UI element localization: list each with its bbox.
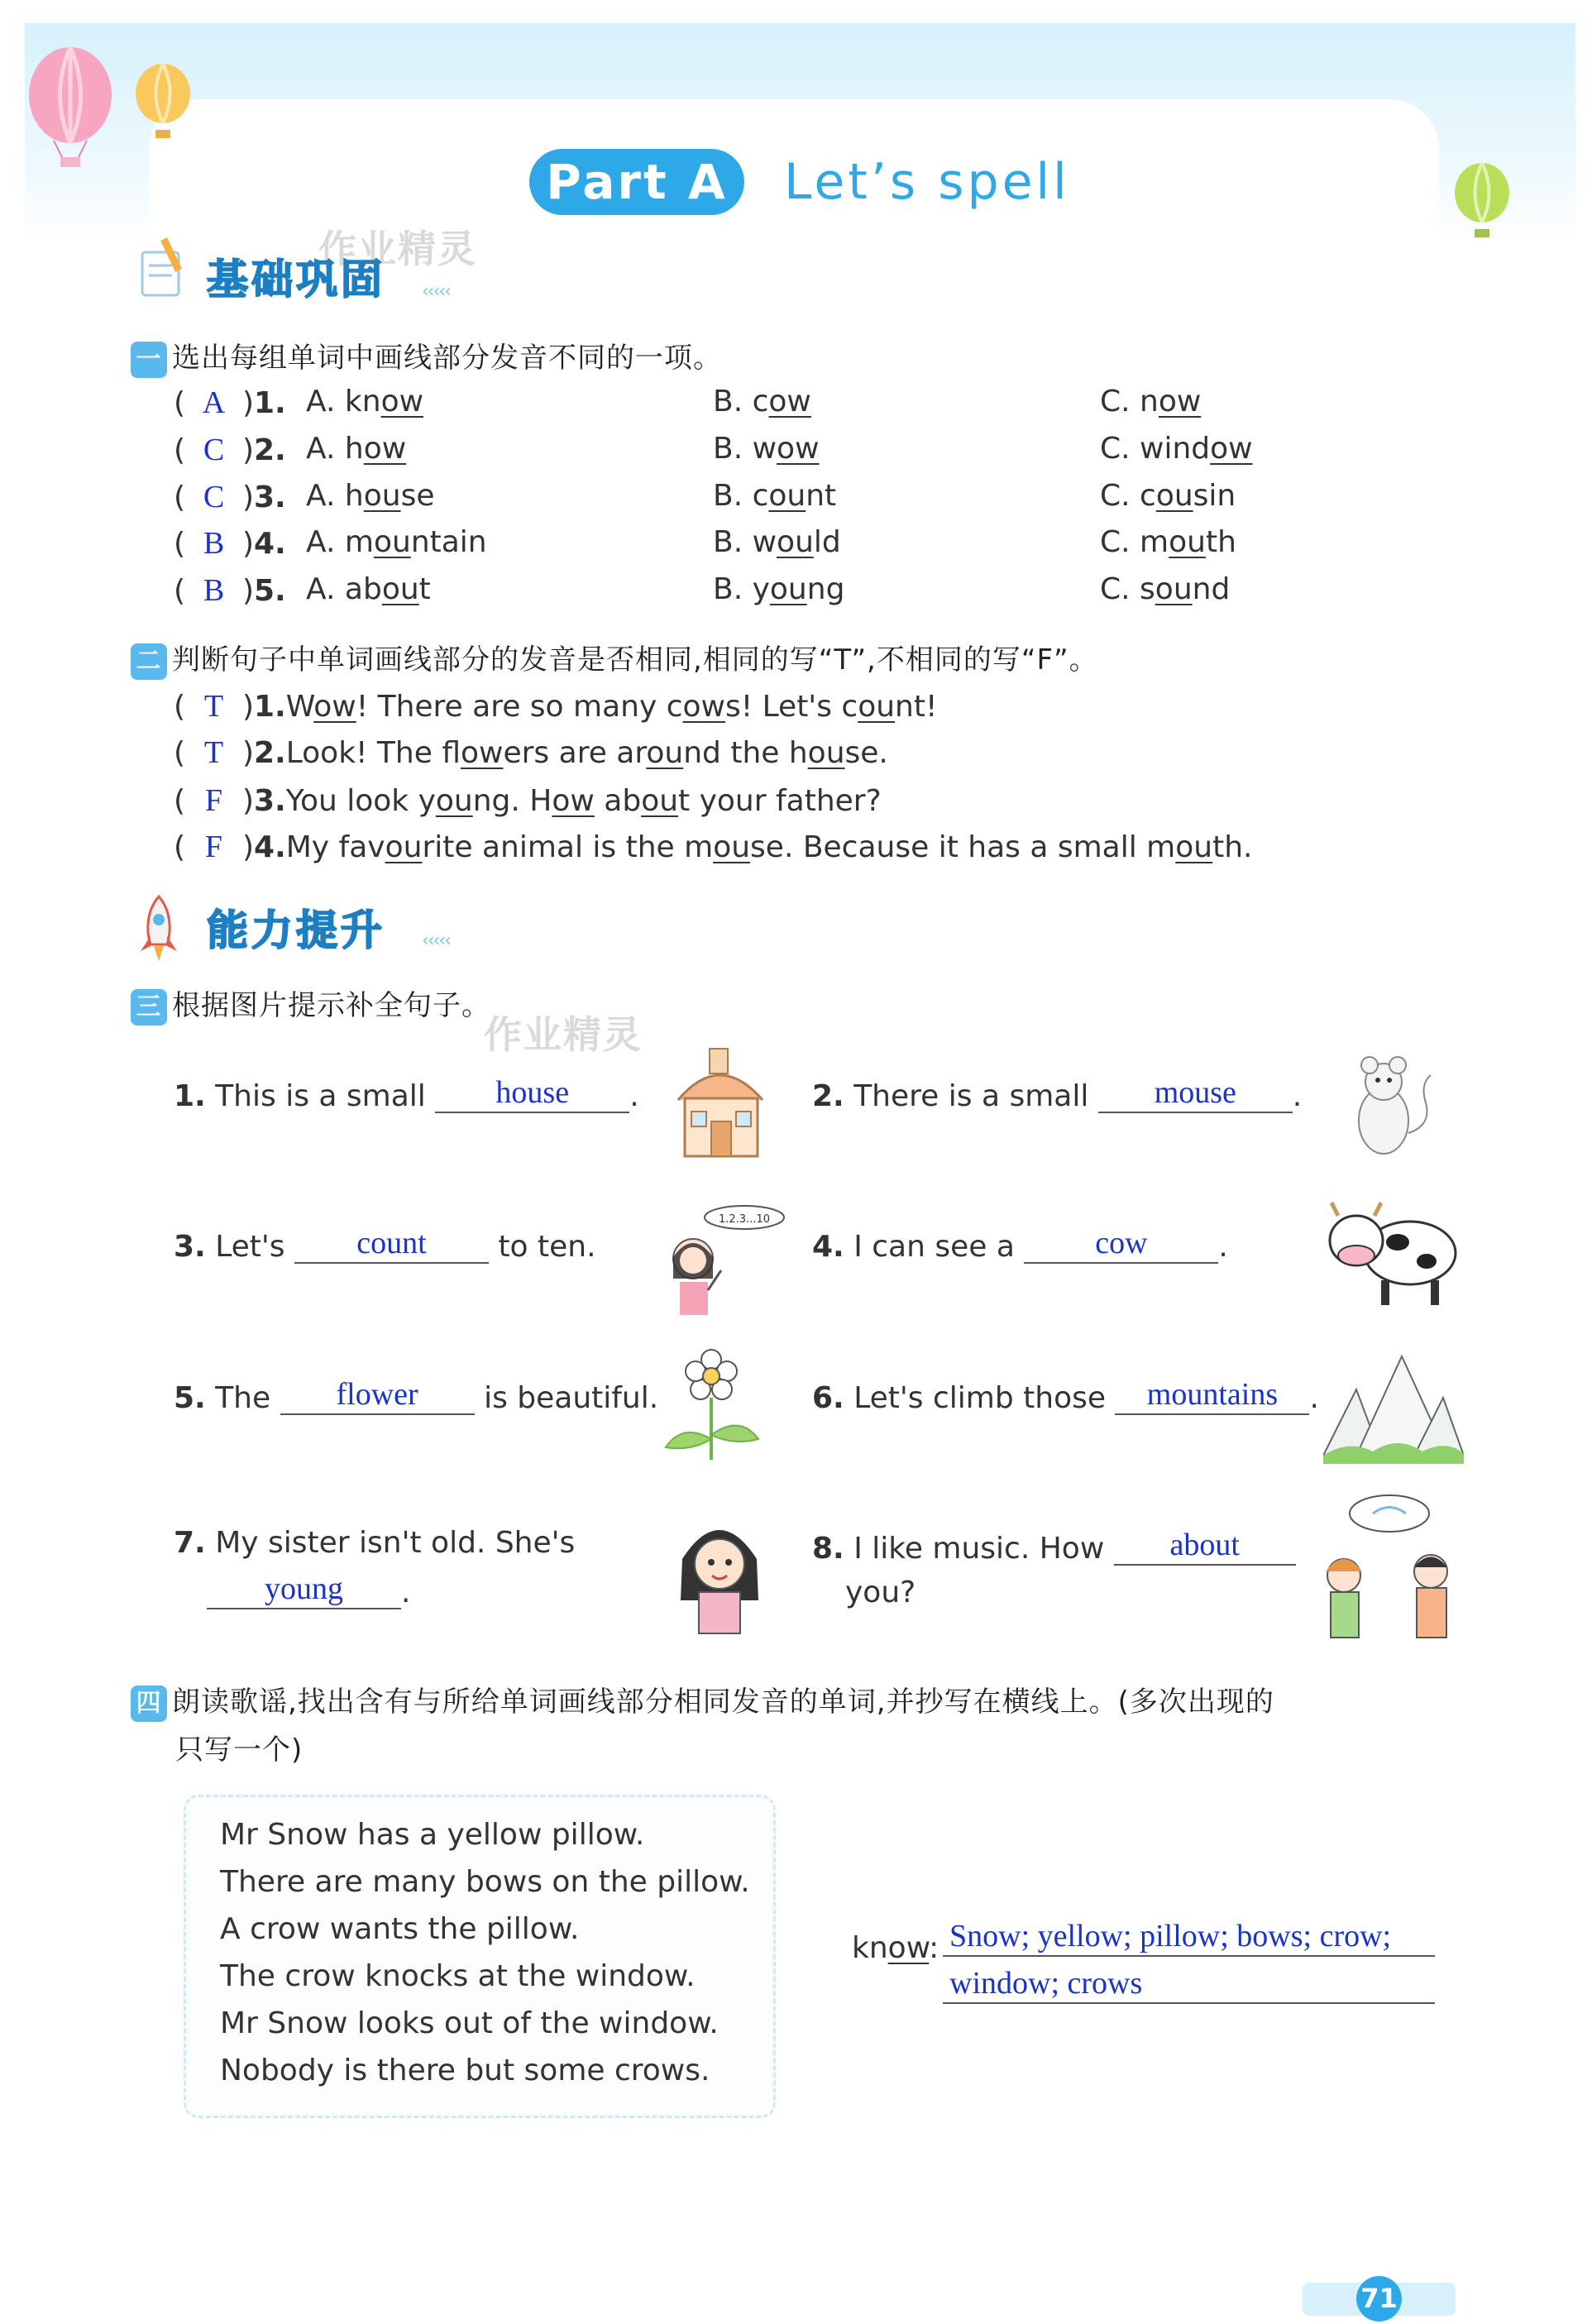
item-number: 5. bbox=[254, 574, 286, 608]
option-c bbox=[1100, 479, 1236, 513]
word-underlined: ow bbox=[768, 385, 811, 418]
q3-item-3 bbox=[174, 1224, 596, 1264]
q2-instruction-text: 判断句子中单词画线部分的发音是否相同,相同的写“T”,不相同的写“F”。 bbox=[172, 643, 1098, 677]
q3-instruction-text: 根据图片提示补全句子。 bbox=[172, 989, 490, 1022]
option-label: A. bbox=[306, 525, 345, 559]
paren: ) bbox=[232, 481, 254, 514]
word-part: th bbox=[1205, 525, 1236, 559]
q1-instruction-text: 选出每组单词中画线部分发音不同的一项。 bbox=[172, 342, 722, 375]
answer-tf[interactable]: F bbox=[204, 830, 223, 864]
option-a bbox=[306, 479, 434, 513]
paren: ( bbox=[174, 574, 195, 608]
item-number: 4. bbox=[254, 830, 286, 864]
sentence-end: . bbox=[1292, 1079, 1303, 1113]
paren: ( bbox=[174, 690, 195, 724]
sentence-end: . bbox=[1309, 1381, 1319, 1415]
answer-choice[interactable]: C bbox=[203, 480, 225, 514]
answer-blank[interactable]: about bbox=[1114, 1526, 1296, 1566]
q4-answer-line-2[interactable]: window; crows bbox=[943, 1964, 1435, 2004]
q4-number: 四 bbox=[131, 1686, 167, 1722]
sentence-part: ng. H bbox=[472, 784, 552, 818]
item-number: 1. bbox=[254, 690, 286, 724]
item-number: 2. bbox=[812, 1079, 844, 1113]
option-label: C. bbox=[1100, 432, 1140, 466]
word-underlined: ow bbox=[552, 784, 595, 818]
answer-choice[interactable]: A bbox=[202, 385, 226, 420]
page-title: Let’s spell bbox=[784, 153, 1070, 211]
word-part: c bbox=[752, 479, 769, 513]
sentence-part: s! Let's c bbox=[724, 690, 858, 724]
rocket-icon bbox=[134, 893, 184, 964]
answer-blank[interactable]: mountains bbox=[1115, 1375, 1309, 1415]
q3-item-8 bbox=[812, 1526, 1296, 1566]
answer-blank[interactable]: flower bbox=[280, 1375, 475, 1415]
sentence-part: t your father? bbox=[678, 784, 882, 818]
word-part: w bbox=[752, 432, 777, 466]
item-number: 2. bbox=[254, 736, 286, 770]
section-heading-advance: 能力提升 bbox=[207, 906, 385, 954]
q1-instruction bbox=[131, 335, 722, 378]
q4-keyword bbox=[852, 1931, 939, 1965]
flower-icon bbox=[657, 1348, 765, 1464]
word-underlined: ou bbox=[373, 525, 411, 559]
q3-item-4 bbox=[812, 1224, 1228, 1264]
item-number: 5. bbox=[174, 1381, 206, 1415]
sentence-part: rite animal is the m bbox=[422, 830, 714, 864]
q2-number: 二 bbox=[131, 643, 167, 680]
answer-blank[interactable]: mouse bbox=[1098, 1074, 1293, 1113]
item-number: 4. bbox=[812, 1230, 844, 1264]
sentence-part: You look y bbox=[285, 784, 436, 818]
q1-row bbox=[174, 385, 1497, 421]
word-underlined: ou bbox=[1169, 525, 1206, 559]
paren: ( bbox=[174, 481, 195, 514]
option-label: A. bbox=[306, 385, 345, 418]
option-c bbox=[1100, 525, 1236, 559]
green-balloon-icon bbox=[1451, 161, 1513, 244]
sentence-part: ! There are so many c bbox=[356, 690, 683, 724]
word-underlined: ow bbox=[1210, 432, 1253, 466]
sentence-part: ers are ar bbox=[503, 736, 647, 770]
speech-bubble-text: 1.2.3...10 bbox=[718, 1213, 771, 1226]
answer-blank[interactable]: young bbox=[207, 1570, 401, 1609]
word-part: ntain bbox=[410, 525, 487, 559]
option-a bbox=[306, 525, 487, 559]
option-label: C. bbox=[1100, 479, 1140, 513]
page-number: 71 bbox=[1356, 2276, 1402, 2322]
option-b bbox=[713, 479, 836, 513]
sentence-end: . bbox=[1218, 1230, 1228, 1264]
word-part: m bbox=[1140, 525, 1169, 559]
word-underlined: ou bbox=[646, 736, 684, 770]
poem-line: A crow wants the pillow. bbox=[220, 1912, 580, 1946]
q4-instruction-text: 朗读歌谣,找出含有与所给单词画线部分相同发音的单词,并抄写在横线上。(多次出现的 bbox=[172, 1686, 1274, 1719]
poem-line: The crow knocks at the window. bbox=[220, 1959, 696, 1993]
item-number: 3. bbox=[254, 784, 286, 818]
option-label: A. bbox=[306, 432, 345, 466]
word-underlined: ow bbox=[461, 736, 504, 770]
option-label: B. bbox=[713, 479, 753, 513]
sentence-part: se. Because it has a small m bbox=[750, 830, 1176, 864]
chevron-decoration-icon: ‹‹‹‹‹ bbox=[422, 930, 450, 951]
paren: ( bbox=[174, 736, 195, 770]
word-underlined: ow bbox=[682, 690, 725, 724]
q3-item-1 bbox=[174, 1074, 639, 1113]
q2-row bbox=[174, 829, 1252, 865]
answer-tf[interactable]: T bbox=[203, 735, 224, 770]
mountains-icon bbox=[1323, 1348, 1464, 1464]
yellow-balloon-icon bbox=[132, 62, 194, 145]
word-underlined: ou bbox=[1175, 830, 1213, 864]
word-part: ng bbox=[806, 572, 845, 606]
option-label: C. bbox=[1100, 385, 1140, 418]
pencil-notebook-icon bbox=[132, 236, 190, 302]
word-underlined: ou bbox=[768, 479, 806, 513]
q1-number: 一 bbox=[131, 342, 167, 378]
watermark: 作业精灵 bbox=[484, 1012, 643, 1057]
word-part: t bbox=[418, 572, 431, 606]
sentence-part: nd the h bbox=[683, 736, 808, 770]
word-underlined: ow bbox=[363, 432, 407, 466]
sentence-end: to ten. bbox=[498, 1230, 596, 1264]
item-number: 1. bbox=[174, 1079, 206, 1113]
paren: ( bbox=[174, 830, 195, 864]
option-label: C. bbox=[1100, 525, 1140, 559]
paren: ( bbox=[174, 784, 195, 818]
word-underlined: ou bbox=[713, 830, 751, 864]
word-part: kn bbox=[344, 385, 381, 418]
mouse-icon bbox=[1346, 1050, 1437, 1162]
item-number: 7. bbox=[174, 1526, 206, 1560]
poem-line: There are many bows on the pillow. bbox=[220, 1865, 750, 1899]
word-underlined: ou bbox=[435, 784, 473, 818]
word-underlined: ou bbox=[777, 525, 814, 559]
word-underlined: ou bbox=[769, 572, 807, 606]
q3-item-8-end: you? bbox=[845, 1576, 916, 1609]
q2-row bbox=[174, 782, 882, 819]
word-underlined: ow bbox=[380, 385, 424, 418]
q1-row bbox=[174, 432, 1497, 468]
q3-instruction bbox=[131, 983, 490, 1026]
word-part: h bbox=[344, 432, 364, 466]
word-part: ld bbox=[813, 525, 841, 559]
item-number: 2. bbox=[254, 433, 286, 467]
sentence-part: se. bbox=[844, 736, 888, 770]
word-part: nd bbox=[1192, 572, 1231, 606]
paren: ) bbox=[232, 386, 254, 420]
poem-line: Mr Snow looks out of the window. bbox=[220, 2006, 719, 2040]
option-a bbox=[306, 572, 431, 606]
option-label: B. bbox=[713, 385, 753, 418]
item-number: 1. bbox=[254, 386, 286, 420]
sentence-start: There is a small bbox=[853, 1079, 1089, 1113]
word-underlined: ou bbox=[641, 784, 679, 818]
item-number: 8. bbox=[812, 1532, 844, 1566]
chevron-decoration-icon: ‹‹‹‹‹ bbox=[422, 281, 450, 302]
cow-icon bbox=[1323, 1191, 1464, 1315]
watermark: 作业精灵 bbox=[318, 227, 477, 271]
word-underlined: ou bbox=[858, 690, 896, 724]
young-girl-icon bbox=[666, 1509, 773, 1638]
sentence-part: Look! The fl bbox=[285, 736, 461, 770]
word-underlined: ou bbox=[1155, 479, 1193, 513]
option-b bbox=[713, 525, 841, 559]
word-underlined: ow bbox=[777, 432, 820, 466]
answer-tf[interactable]: F bbox=[204, 783, 223, 818]
poem-line: Mr Snow has a yellow pillow. bbox=[220, 1818, 645, 1852]
paren: ) bbox=[232, 527, 254, 561]
word-part: w bbox=[752, 525, 777, 559]
girl-counting-icon bbox=[662, 1199, 794, 1319]
word-underlined: ow bbox=[313, 690, 356, 724]
paren: ) bbox=[232, 830, 254, 864]
sentence-part: ab bbox=[594, 784, 642, 818]
word-part: h bbox=[344, 479, 364, 513]
q4-instruction-line2: 只写一个) bbox=[175, 1733, 304, 1767]
word-underlined: ou bbox=[381, 572, 419, 606]
keyword-part: kn bbox=[852, 1931, 888, 1965]
sentence-start: I can see a bbox=[853, 1230, 1015, 1264]
sentence-end: . bbox=[401, 1576, 411, 1609]
sentence-end: is beautiful. bbox=[484, 1381, 659, 1415]
sentence-start: My sister isn't old. She's bbox=[215, 1526, 576, 1560]
q3-number: 三 bbox=[131, 989, 167, 1026]
word-part: wind bbox=[1140, 432, 1211, 466]
sentence-part: th. bbox=[1212, 830, 1253, 864]
option-label: B. bbox=[713, 572, 753, 606]
poem bbox=[220, 1811, 750, 2094]
word-part: n bbox=[1140, 385, 1159, 418]
word-part: ab bbox=[344, 572, 382, 606]
sentence-part: nt! bbox=[895, 690, 938, 724]
paren: ( bbox=[174, 433, 195, 467]
word-part: sin bbox=[1193, 479, 1236, 513]
pink-balloon-icon bbox=[25, 45, 116, 170]
q1-row bbox=[174, 572, 1497, 609]
paren: ) bbox=[232, 784, 254, 818]
paren: ) bbox=[232, 736, 254, 770]
children-talking-icon bbox=[1311, 1489, 1468, 1650]
item-number: 3. bbox=[174, 1230, 206, 1264]
paren: ) bbox=[232, 574, 254, 608]
answer-tf[interactable]: T bbox=[203, 689, 224, 724]
q3-item-2 bbox=[812, 1074, 1302, 1113]
sentence-end: . bbox=[629, 1079, 639, 1113]
q3-item-7-blank-line bbox=[207, 1570, 410, 1609]
word-underlined: ou bbox=[1155, 572, 1193, 606]
paren: ) bbox=[232, 690, 254, 724]
option-b bbox=[713, 385, 811, 418]
q4-answer-line-1[interactable]: Snow; yellow; pillow; bows; crow; bbox=[943, 1917, 1435, 1957]
sentence-start: I like music. How bbox=[853, 1532, 1105, 1566]
sentence-start: Let's bbox=[215, 1230, 285, 1264]
keyword-underlined: ow bbox=[887, 1931, 930, 1965]
q2-row bbox=[174, 688, 937, 724]
option-label: C. bbox=[1100, 572, 1140, 606]
q2-row bbox=[174, 734, 888, 771]
word-part: y bbox=[752, 572, 770, 606]
q3-item-6 bbox=[812, 1375, 1319, 1415]
sentence-part: My fav bbox=[285, 830, 385, 864]
answer-blank[interactable]: count bbox=[294, 1224, 489, 1264]
section-heading-basic: 基础巩固 bbox=[207, 256, 385, 304]
sentence-start: Let's climb those bbox=[853, 1381, 1106, 1415]
item-number: 4. bbox=[254, 527, 286, 561]
option-b bbox=[713, 572, 844, 606]
house-icon bbox=[670, 1042, 769, 1162]
word-part: m bbox=[344, 525, 374, 559]
answer-blank[interactable]: house bbox=[435, 1074, 629, 1113]
answer-choice[interactable]: B bbox=[203, 573, 225, 608]
word-part: nt bbox=[806, 479, 837, 513]
word-underlined: ou bbox=[385, 830, 423, 864]
word-underlined: ow bbox=[1158, 385, 1202, 418]
option-label: B. bbox=[713, 525, 753, 559]
sentence-start: The bbox=[215, 1381, 271, 1415]
option-c bbox=[1100, 432, 1253, 466]
answer-blank[interactable]: cow bbox=[1024, 1224, 1218, 1264]
word-part: c bbox=[752, 385, 769, 418]
item-number: 3. bbox=[254, 481, 286, 514]
q2-instruction bbox=[131, 637, 1098, 680]
option-c bbox=[1100, 572, 1230, 606]
paren: ( bbox=[174, 527, 195, 561]
word-part: s bbox=[1140, 572, 1155, 606]
word-underlined: ou bbox=[363, 479, 401, 513]
q4-instruction bbox=[131, 1679, 1274, 1722]
item-number: 6. bbox=[812, 1381, 844, 1415]
word-part: c bbox=[1140, 479, 1156, 513]
word-underlined: ou bbox=[807, 736, 845, 770]
q1-row bbox=[174, 525, 1497, 562]
paren: ( bbox=[174, 386, 195, 420]
option-c bbox=[1100, 385, 1201, 418]
paren: ) bbox=[232, 433, 254, 467]
keyword-colon: : bbox=[929, 1931, 939, 1965]
sentence-part: W bbox=[285, 690, 314, 724]
sentence-start: This is a small bbox=[215, 1079, 426, 1113]
option-b bbox=[713, 432, 820, 466]
option-label: A. bbox=[306, 479, 345, 513]
poem-line: Nobody is there but some crows. bbox=[220, 2054, 710, 2087]
q3-item-5 bbox=[174, 1375, 658, 1415]
part-label: Part A bbox=[529, 149, 744, 215]
word-part: se bbox=[400, 479, 435, 513]
option-a bbox=[306, 432, 406, 466]
q3-item-7 bbox=[174, 1526, 575, 1560]
option-label: A. bbox=[306, 572, 345, 606]
q1-row bbox=[174, 479, 1497, 515]
answer-choice[interactable]: B bbox=[203, 526, 225, 561]
option-label: B. bbox=[713, 432, 753, 466]
answer-choice[interactable]: C bbox=[203, 433, 225, 467]
option-a bbox=[306, 385, 423, 418]
